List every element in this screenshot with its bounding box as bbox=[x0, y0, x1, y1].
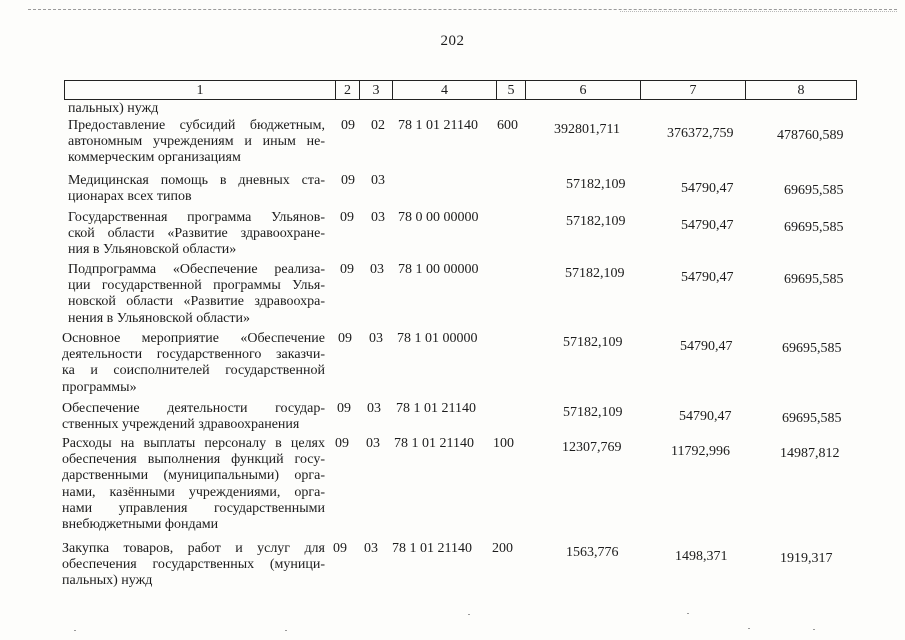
amount-col-7: 11792,996 bbox=[671, 444, 730, 459]
section-code: 09 bbox=[333, 541, 347, 556]
header-col-7: 7 bbox=[641, 81, 746, 99]
header-col-1: 1 bbox=[65, 81, 336, 99]
table-header bbox=[64, 80, 857, 100]
amount-col-7: 54790,47 bbox=[681, 270, 734, 285]
row-name-line: Основное мероприятие «Обеспечение bbox=[62, 331, 325, 346]
header-col-2: 2 bbox=[336, 81, 360, 99]
subsection-code: 03 bbox=[364, 541, 378, 556]
section-code: 09 bbox=[340, 210, 354, 225]
expense-type: 200 bbox=[492, 541, 513, 556]
target-article: 78 0 00 00000 bbox=[398, 210, 479, 225]
subsection-code: 03 bbox=[371, 210, 385, 225]
row-name-line: Подпрограмма «Обеспечение реализа- bbox=[68, 262, 325, 277]
row-name-line: ской области «Развитие здравоохране- bbox=[68, 226, 325, 242]
amount-col-6: 57182,109 bbox=[566, 177, 626, 192]
row-name-line: новской области «Развитие здравоохра- bbox=[68, 294, 325, 310]
target-article: 78 1 01 21140 bbox=[394, 436, 474, 451]
row-name-line: коммерческим организациям bbox=[68, 150, 241, 166]
amount-col-7: 54790,47 bbox=[680, 339, 733, 354]
amount-col-8: 69695,585 bbox=[782, 411, 842, 426]
amount-col-6: 57182,109 bbox=[563, 405, 623, 420]
row-name bbox=[62, 436, 325, 533]
target-article: 78 1 01 21140 bbox=[398, 118, 478, 133]
amount-col-6: 1563,776 bbox=[566, 545, 619, 560]
top-rule bbox=[28, 9, 897, 10]
row-name-line: нами управления государственными bbox=[62, 500, 325, 516]
subsection-code: 02 bbox=[371, 118, 385, 133]
amount-col-6: 392801,711 bbox=[554, 122, 620, 137]
row-name bbox=[62, 401, 325, 433]
row-name-line: дарственными (муниципальными) орга- bbox=[62, 468, 325, 484]
section-code: 09 bbox=[335, 436, 349, 451]
row-name-line: пальных) нужд bbox=[62, 573, 153, 589]
subsection-code: 03 bbox=[370, 262, 384, 277]
row-name-line: Государственная программа Ульянов- bbox=[68, 210, 325, 225]
row-name-line: Закупка товаров, работ и услуг для bbox=[62, 541, 325, 556]
amount-col-8: 69695,585 bbox=[784, 183, 844, 198]
row-name-line: программы» bbox=[62, 379, 137, 395]
header-col-6: 6 bbox=[526, 81, 641, 99]
row-name-line: Обеспечение деятельности государ- bbox=[62, 401, 325, 416]
header-col-4: 4 bbox=[393, 81, 497, 99]
amount-col-8: 69695,585 bbox=[782, 341, 842, 356]
header-col-3: 3 bbox=[360, 81, 393, 99]
target-article: 78 1 01 21140 bbox=[392, 541, 472, 556]
row-name-line: автономным учреждениям и иным не- bbox=[68, 134, 325, 150]
row-name-line: обеспечения государственных (муници- bbox=[62, 557, 325, 573]
row-name-line: ка и соисполнителей государственной bbox=[62, 363, 325, 379]
row-name-line: нами, казёнными учреждениями, орга- bbox=[62, 484, 325, 500]
expense-type: 100 bbox=[493, 436, 514, 451]
continuation-text: пальных) нужд bbox=[68, 101, 159, 116]
row-name-line: ции государственной программы Улья- bbox=[68, 278, 325, 294]
amount-col-8: 14987,812 bbox=[780, 446, 840, 461]
amount-col-6: 57182,109 bbox=[566, 214, 626, 229]
page-number: 202 bbox=[440, 33, 465, 49]
row-name-line: обеспечения выполнения функций госу- bbox=[62, 452, 325, 468]
target-article: 78 1 01 00000 bbox=[397, 331, 478, 346]
amount-col-7: 376372,759 bbox=[667, 126, 734, 141]
subsection-code: 03 bbox=[371, 173, 385, 188]
row-name-line: Предоставление субсидий бюджетным, bbox=[68, 118, 325, 133]
row-name-line: ственных учреждений здравоохранения bbox=[62, 417, 300, 433]
target-article: 78 1 00 00000 bbox=[398, 262, 479, 277]
subsection-code: 03 bbox=[369, 331, 383, 346]
header-col-5: 5 bbox=[497, 81, 526, 99]
subsection-code: 03 bbox=[367, 401, 381, 416]
row-name-line: деятельности государственного заказчи- bbox=[62, 347, 325, 363]
amount-col-6: 57182,109 bbox=[563, 335, 623, 350]
section-code: 09 bbox=[341, 173, 355, 188]
amount-col-8: 478760,589 bbox=[777, 128, 844, 143]
amount-col-7: 1498,371 bbox=[675, 549, 728, 564]
subsection-code: 03 bbox=[366, 436, 380, 451]
scan-specks bbox=[0, 612, 905, 632]
row-name-line: нения в Ульяновской области» bbox=[68, 310, 250, 326]
amount-col-8: 69695,585 bbox=[784, 272, 844, 287]
expense-type: 600 bbox=[497, 118, 518, 133]
amount-col-7: 54790,47 bbox=[679, 409, 732, 424]
row-name bbox=[62, 331, 325, 396]
amount-col-8: 1919,317 bbox=[780, 551, 833, 566]
row-name-line: Расходы на выплаты персоналу в целях bbox=[62, 436, 325, 451]
row-name bbox=[68, 173, 325, 205]
section-code: 09 bbox=[341, 118, 355, 133]
row-name-line: внебюджетными фондами bbox=[62, 517, 219, 533]
row-name-line: Медицинская помощь в дневных ста- bbox=[68, 173, 325, 188]
amount-col-8: 69695,585 bbox=[784, 220, 844, 235]
header-col-8: 8 bbox=[797, 83, 805, 98]
amount-col-6: 57182,109 bbox=[565, 266, 625, 281]
amount-col-7: 54790,47 bbox=[681, 181, 734, 196]
section-code: 09 bbox=[340, 262, 354, 277]
amount-col-7: 54790,47 bbox=[681, 218, 734, 233]
top-rule-faint bbox=[620, 11, 897, 12]
amount-col-6: 12307,769 bbox=[562, 440, 622, 455]
row-name-line: ния в Ульяновской области» bbox=[68, 242, 237, 258]
section-code: 09 bbox=[337, 401, 351, 416]
row-name bbox=[68, 118, 325, 167]
row-name bbox=[62, 541, 325, 590]
target-article: 78 1 01 21140 bbox=[396, 401, 476, 416]
row-name bbox=[68, 210, 325, 259]
row-name bbox=[68, 262, 325, 327]
row-name-line: ционарах всех типов bbox=[68, 189, 192, 205]
section-code: 09 bbox=[338, 331, 352, 346]
